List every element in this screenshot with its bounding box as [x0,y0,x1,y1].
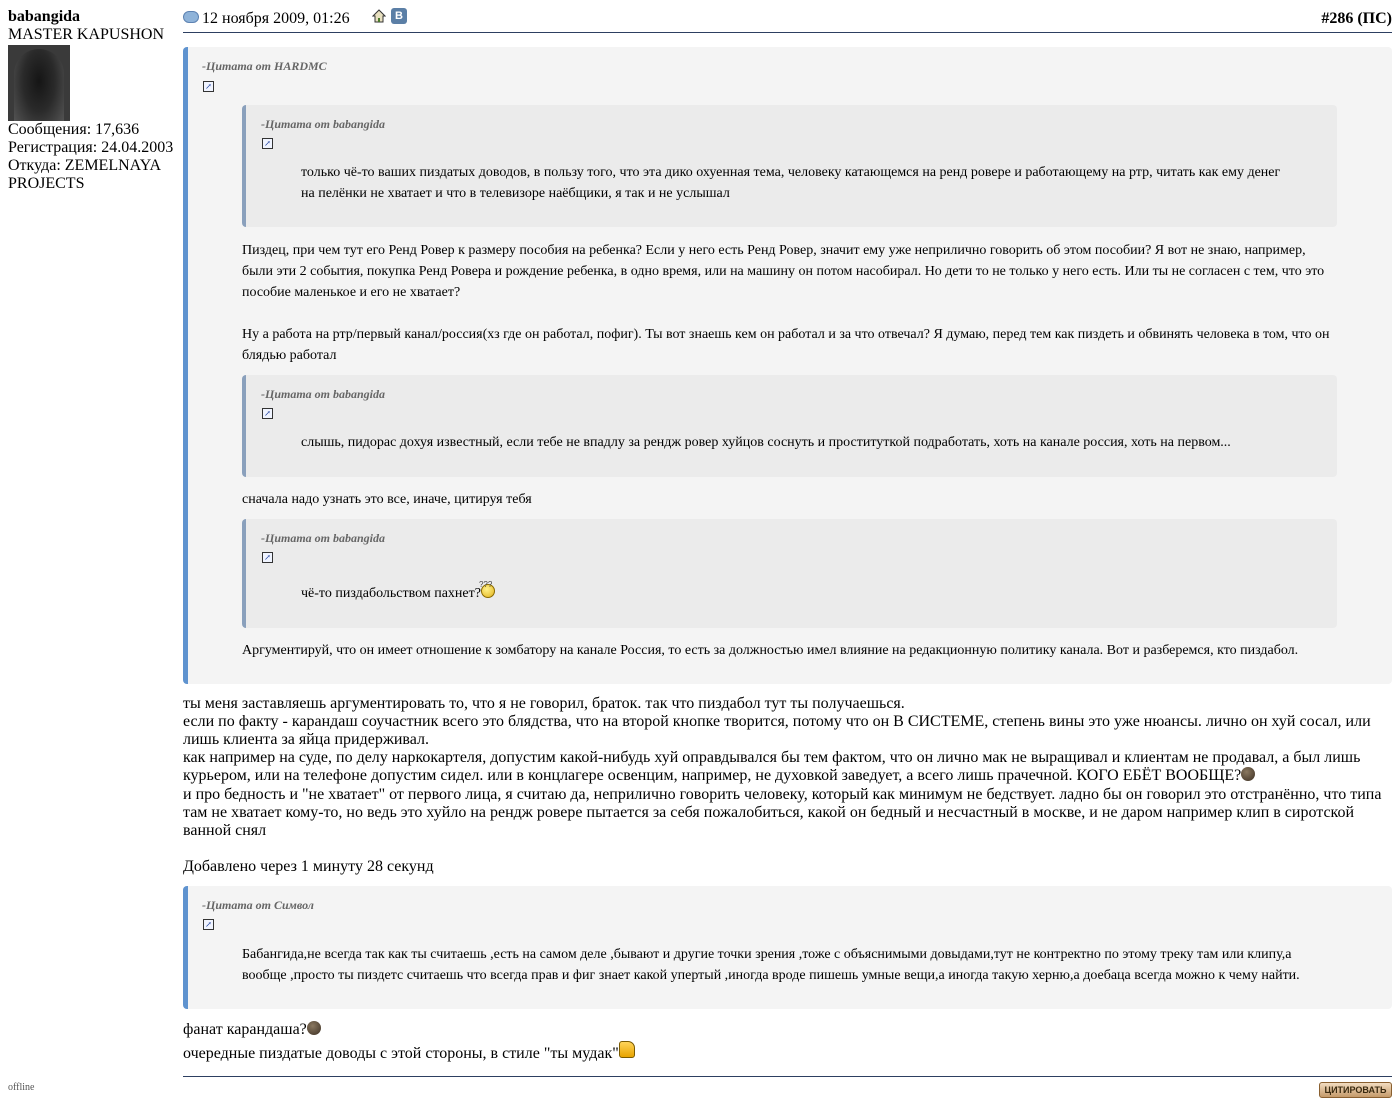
quote-block-babangida-3 [242,519,1337,628]
post-text-line: и про бедность и "не хватает" от первого лица, я считаю да, неприлично говорить человеку, который как минимум не бедствует. ладно бы он говорил это отстранённо, что типа [183,786,1382,803]
quote-author: -Цитата от HARDMC [202,59,327,73]
quote-block-babangida-1 [242,105,1337,227]
quote-block-babangida-2 [242,375,1337,477]
quote-block-hardmc [183,47,1392,684]
post-number-suffix: (ПС) [1353,10,1392,27]
post-number-value[interactable]: #286 [1321,10,1354,27]
quote-text-line: слышь, пидорас дохуя известный, если тебе не впадлу за рендж ровер хуйцов соснуть и проституткой подработать, хоть на канале россия, хоть на первом... [301,435,1231,450]
post-text-line [183,1021,1392,1039]
user-post-count: Сообщения: 17,636 [8,121,140,138]
post-text-line [183,767,1392,785]
post-text-line: ты меня заставляешь аргументировать то, что я не говорил, браток. так что пиздабол тут ты получаешься. [183,695,905,712]
quote-text-line: на пелёнки не хватает и что в телевизоре наёбщики, я так и не услышал [301,186,730,201]
quote-paragraph-line: Пиздец, при чем тут его Ренд Ровер к размеру пособия на ребенка? Если у него есть Ренд Ровер, значит ему уже неприлично говорить об этом пособии? Я вот не знаю, например, [242,243,1306,258]
post-text-line: если по факту - карандаш соучастник всего это блядства, что на второй кнопке творится, потому что он В СИСТЕМЕ, степень вины это уже нюансы. лично он хуй сосал, или [183,713,1371,730]
user-location-cont: PROJECTS [8,175,85,192]
post-text: курьером, или на телефоне допустим сидел. или в концлагере освенцим, например, не духовкой заведует, а всего лишь прачечной. КОГО ЕБЁТ ВООБЩЕ? [183,767,1242,784]
quote-paragraph-line: Аргументируй, что он имеет отношение к зомбатору на канале Россия, то есть за должностью имел влияние на редакционную политику канала. Вот и разберемся, кто пиздабол. [242,643,1299,658]
post-text-line: лишь клиента за яйца придерживал. [183,731,429,748]
post-text-line: как например на суде, по делу наркокартеля, допустим какой-нибудь хуй оправдывался бы тем фактом, что он лично мак не выращивал и клиентам не продавал, а был лишь [183,749,1361,766]
user-title: MASTER KAPUSHON [8,26,165,43]
post-text-line: ванной снял [183,822,267,839]
quote-text: чё-то пиздабольством пахнет? [301,586,481,601]
smiley-icon [307,1021,321,1035]
quote-link-icon[interactable]: ↗ [262,408,273,419]
vkontakte-icon[interactable]: В [391,8,407,24]
confused-smiley-icon: ??? [481,584,495,598]
post-header [183,8,1392,33]
post-content [183,8,1392,1062]
quote-link-icon[interactable]: ↗ [203,919,214,930]
user-info-panel [8,8,178,193]
quote-author: -Цитата от babangida [261,387,386,401]
post-date: 12 ноября 2009, 01:26 [202,10,350,27]
quote-paragraph-line: были эти 2 события, покупка Ренд Ровера и рождение ребенка, в одно время, или на машину он потом насобирал. Но дети то не только у него есть. Или ты не согласен с тем, что это [242,264,1325,279]
quote-text-line: только чё-то ваших пиздатых доводов, в пользу того, что эта дико охуенная тема, человеку катающемся на ренд ровере и работающему на ртр, читать как ему денег [301,165,1281,180]
quote-text-line [301,580,1321,604]
quote-author: -Цитата от Символ [202,898,314,912]
username-link[interactable]: babangida [8,8,81,25]
quote-link-icon[interactable]: ↗ [262,138,273,149]
quote-link-icon[interactable]: ↗ [203,81,214,92]
quote-link-icon[interactable]: ↗ [262,552,273,563]
home-icon[interactable] [372,9,386,23]
user-registration-date: Регистрация: 24.04.2003 [8,139,174,156]
quote-author: -Цитата от babangida [261,531,386,545]
quote-paragraph-line: пособие маленькое и его не хватает? [242,285,461,300]
quote-text-line: вообще ,просто ты пиздетс считаешь что всегда прав и фиг знает какой упертый ,иногда вроде пишешь умные вещи,а иногда такую херню,а доебаца всегда можно к чему найти. [242,968,1300,983]
quote-text-line: Бабангида,не всегда так как ты считаешь ,есть на самом деле ,бывают и другие точки зрения ,тоже с объяснимыми довыдами,тут не контректно по этому треку там или клипу,а [242,947,1292,962]
thumbs-up-icon [619,1041,635,1058]
quote-paragraph-line: Ну а работа на ртр/первый канал/россия(хз где он работал, пофиг). Ты вот знаешь кем он работал и за что отвечал? Я думаю, перед тем как пиздеть и обвинять человека в том, что он [242,327,1330,342]
user-location: Откуда: ZEMELNAYA [8,157,162,174]
smiley-icon [1241,767,1255,781]
post-footer-divider [183,1076,1392,1077]
post-text: фанат карандаша? [183,1021,307,1038]
post-text-line: там не хватает кому-то, но ведь это хуйло на рендж ровере пытается за себя пожалобиться, какой он бедный и несчастный в москве, и не даром например клип в сиротской [183,804,1355,821]
added-later-note: Добавлено через 1 минуту 28 секунд [183,858,434,875]
quote-paragraph-line: сначала надо узнать это все, иначе, цитируя тебя [242,492,532,507]
quote-block-simvol [183,886,1392,1009]
post-text: очередные пиздатые доводы с этой стороны, в стиле "ты мудак" [183,1045,619,1062]
avatar[interactable] [8,45,70,121]
message-icon [183,11,199,23]
post-number[interactable] [1321,9,1392,29]
post-text-line [183,1041,1392,1063]
online-status: offline [8,1082,35,1093]
quote-button[interactable]: ЦИТИРОВАТЬ [1319,1082,1392,1098]
quote-paragraph-line: блядью работал [242,348,337,363]
quote-author: -Цитата от babangida [261,117,386,131]
